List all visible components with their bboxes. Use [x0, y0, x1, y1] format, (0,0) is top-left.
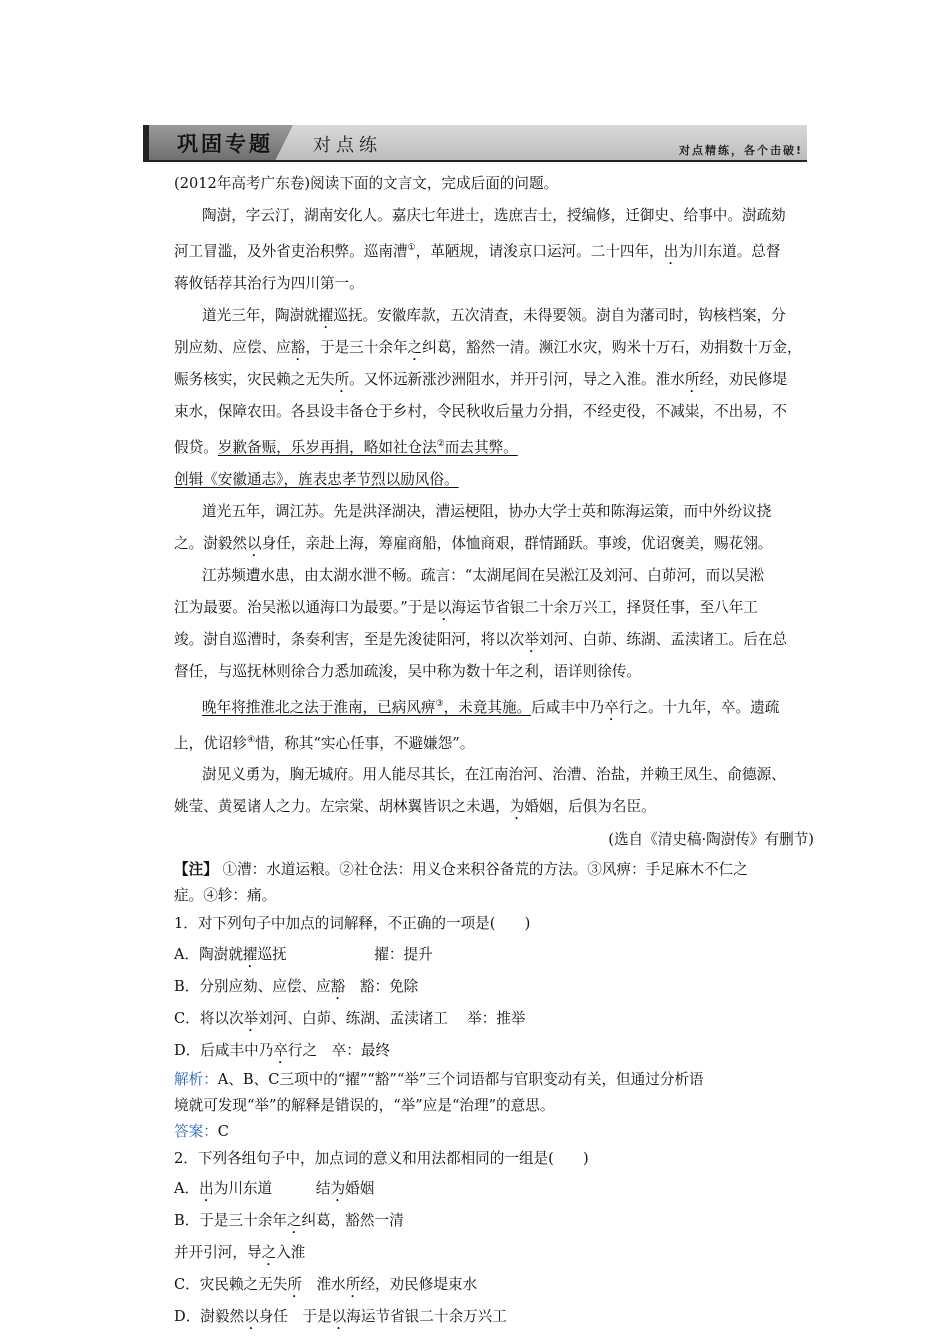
text-run: 道光三年，陶澍就	[202, 306, 319, 324]
text-run: C．将以次	[174, 1010, 244, 1028]
source-citation: (选自《清史稿·陶澍传》有删节)	[608, 831, 814, 849]
section-subtitle: 对点练	[313, 135, 382, 156]
emphasis-dot-word: 出	[663, 242, 679, 260]
option-b	[174, 1205, 814, 1237]
section-slogan: 对点精练，各个击破!	[678, 144, 803, 157]
text-run: 惜，称其“实心任事，不避嫌怨”。	[255, 734, 475, 752]
text-run: 晚年将推淮北之法于淮南，已病风痹	[202, 698, 436, 716]
text-run: 婚姻，后俱为名臣。	[524, 798, 656, 816]
emphasis-dot-word: 所	[684, 370, 700, 388]
emphasis-dot-word: 豁	[290, 338, 306, 356]
text-run: A．	[174, 1180, 200, 1198]
emphasis-dot-word: 出	[199, 1180, 214, 1198]
text-run: D．后咸丰中乃	[174, 1042, 274, 1060]
text-run: 并开引河，导	[174, 1244, 262, 1262]
text-run: 别应劾、应偿、应	[174, 338, 291, 356]
passage-line	[174, 688, 814, 724]
option-d	[174, 1301, 814, 1333]
text-run: 之。澍毅然	[174, 534, 247, 552]
text-run: 假贷。	[174, 438, 218, 456]
text-run: 江为最要。治吴淞以通海口为最要。”于是	[174, 598, 437, 616]
text-run: 。又怀远新涨沙洲阻水，并开引河，导之入淮。淮水	[349, 370, 685, 388]
text-run: 而去其弊。	[444, 438, 518, 456]
analysis-text: A、B、C三项中的“擢”“豁”“举”三个词语都与官职变动有关，但通过分析语	[217, 1071, 704, 1089]
text-run: A．陶澍就	[174, 946, 243, 964]
footnote-marker: ①	[407, 243, 416, 253]
option-a	[174, 1173, 814, 1205]
text-run: 婚姻	[345, 1180, 375, 1198]
emphasis-dot-word: 之	[407, 338, 423, 356]
option-c	[174, 1269, 814, 1301]
section-header-underline	[143, 160, 807, 162]
notes-line: 症。④轸：痛。	[174, 887, 277, 905]
emphasis-dot-word: 擢	[318, 306, 334, 324]
text-run: B．分别应劾、应偿、应	[174, 978, 331, 996]
answer-line	[174, 1119, 814, 1145]
text-run: 巡抚 擢：提升	[257, 946, 433, 964]
option-b	[174, 971, 814, 1003]
text-run: B．于是三十余年	[174, 1212, 287, 1230]
analysis-line	[174, 1067, 814, 1093]
text-run: 海运节省银二十余万兴工	[346, 1308, 507, 1326]
emphasis-dot-word: 以	[436, 598, 452, 616]
text-run: 行之 卒：最终	[287, 1042, 391, 1060]
text-run: 身任 于是	[258, 1308, 332, 1326]
passage-line	[174, 332, 814, 364]
emphasis-dot-word: 之	[261, 1244, 277, 1262]
emphasis-dot-word: 卒	[273, 1042, 288, 1060]
document-body	[174, 168, 814, 1333]
notes-line	[174, 857, 814, 883]
option-b-continued	[174, 1237, 814, 1269]
answer-value: C	[217, 1123, 229, 1141]
text-run: 为川东道。总督	[678, 242, 781, 260]
passage-line	[174, 592, 814, 624]
answer-label: 答案：	[174, 1123, 218, 1141]
footnote-marker: ②	[436, 438, 445, 449]
emphasis-dot-word: 之	[286, 1212, 302, 1230]
text-run: 岁歉备赈，乐岁再捐，略如社仓法	[217, 438, 437, 456]
emphasis-dot-word: 为	[330, 1180, 346, 1198]
underlined-sentence	[202, 699, 531, 716]
emphasis-dot-word: 所	[345, 1276, 361, 1294]
text-run: 刘河、白茆、练湖、孟渎诸工。后在总	[538, 630, 787, 648]
passage-line: 澍见义勇为，胸无城府。用人能尽其长，在江南治河、治漕、治盐，并赖王凤生、俞德源、	[202, 766, 786, 784]
analysis-label: 解析：	[174, 1071, 218, 1089]
footnote-marker: ④	[246, 734, 256, 745]
text-run: D．澍毅然	[174, 1308, 245, 1326]
text-run: 河工冒滥，及外省吏治积弊。巡南漕	[174, 242, 408, 260]
passage-line: 蒋攸铦荐其治行为四川第一。	[174, 274, 364, 292]
text-run: 巡抚。安徽库款，五次清查，未得要领。澍自为藩司时，钩核档案，分	[333, 306, 786, 324]
emphasis-dot-word: 卒	[604, 698, 619, 716]
passage-line: 督任，与巡抚林则徐合力悉加疏浚，吴中称为数十年之利，语详则徐传。	[174, 662, 642, 680]
question-stem: 2．下列各组句子中，加点词的意义和用法都相同的一组是( )	[174, 1150, 589, 1168]
text-run: 竣。澍自巡漕时，条奏利害，至是先浚徒阳河，将以次	[174, 630, 525, 648]
underlined-sentence: 创辑《安徽通志》，旌表忠孝节烈以励风俗。	[174, 470, 459, 488]
text-run: 身任，亲赴上海，筹雇商船，体恤商艰，群情踊跃。事竣，优诏褒美，赐花翎。	[261, 534, 773, 552]
passage-line	[174, 624, 814, 656]
passage-line	[174, 528, 814, 560]
emphasis-dot-word: 以	[331, 1308, 347, 1326]
emphasis-dot-word: 举	[524, 630, 539, 648]
passage-line	[174, 364, 814, 396]
text-run: 豁：免除	[345, 978, 419, 996]
question-stem: 1．对下列句子中加点的词解释，不正确的一项是( )	[174, 915, 531, 933]
emphasis-dot-word: 所	[287, 1276, 302, 1294]
emphasis-dot-word: 为	[509, 798, 525, 816]
emphasis-dot-word: 豁	[330, 978, 346, 996]
text-run: 经，劝民修堤束水	[360, 1276, 478, 1294]
passage-line	[174, 232, 814, 268]
text-run: ，未竟其施。	[443, 698, 532, 716]
notes-label: 【注】	[174, 861, 218, 879]
text-run: 上，优诏轸	[174, 734, 247, 752]
passage-line	[174, 464, 814, 496]
section-header-edge	[143, 125, 149, 161]
option-a	[174, 939, 814, 971]
emphasis-dot-word: 所	[334, 370, 350, 388]
text-run: ，革陋规，请浚京口运河。二十四年，	[415, 242, 664, 260]
footnote-marker: ③	[435, 698, 444, 709]
emphasis-dot-word: 举	[243, 1010, 259, 1028]
text-run: 经，劝民修堤	[699, 370, 788, 388]
intro-line: (2012年高考广东卷)阅读下面的文言文，完成后面的问题。	[174, 175, 559, 192]
underlined-sentence	[218, 439, 518, 456]
emphasis-dot-word: 擢	[242, 946, 258, 964]
text-run: 行之。十九年，卒。遗疏	[618, 698, 780, 716]
analysis-line: 境就可发现“举”的解释是错误的，“举”应是“治理”的意思。	[174, 1097, 555, 1115]
passage-line: 江苏频遭水患，由太湖水泄不畅。疏言：“太湖尾闾在吴淞江及刘河、白茆河，而以吴淞	[202, 566, 765, 584]
text-run: 入淮	[276, 1244, 306, 1262]
emphasis-dot-word: 以	[246, 534, 262, 552]
passage-line	[174, 300, 814, 332]
text-run: C．灾民赖之无失	[174, 1276, 288, 1294]
text-run: 纠葛，豁然一清	[301, 1212, 404, 1230]
notes-text: ①漕：水道运粮。②社仓法：用义仓来积谷备荒的方法。③风痹：手足麻木不仁之	[222, 861, 748, 879]
section-title: 巩固专题	[177, 132, 273, 156]
text-run: 刘河、白茆、练湖、孟渎诸工 举：推举	[258, 1010, 526, 1028]
text-run: 海运节省银二十余万兴工，择贤任事，至八年工	[451, 598, 758, 616]
text-run: 淮水	[301, 1276, 346, 1294]
text-run: ，于是三十余年	[305, 338, 408, 356]
option-c	[174, 1003, 814, 1035]
passage-line	[174, 428, 814, 464]
passage-line: 陶澍，字云汀，湖南安化人。嘉庆七年进士，选庶吉士，授编修，迁御史、给事中。澍疏劾	[202, 207, 786, 224]
text-run: 赈务核实，灾民赖之无失	[174, 370, 335, 388]
passage-line: 道光五年，调江苏。先是洪泽湖决，漕运梗阻，协办大学士英和陈海运策，而中外纷议挠	[202, 502, 772, 520]
text-run: 纠葛，豁然一清。濒江水灾，购米十万石，劝捐数十万金，	[422, 338, 802, 356]
passage-line	[174, 791, 814, 823]
passage-line: 束水，保障农田。各县设丰备仓于乡村，令民秋收后量力分捐，不经吏役，不减粜，不出易，不	[174, 402, 787, 420]
text-run: 为川东道 结	[213, 1180, 331, 1198]
option-d	[174, 1035, 814, 1067]
text-run: 后咸丰中乃	[531, 698, 605, 716]
passage-line	[174, 724, 814, 760]
emphasis-dot-word: 以	[244, 1308, 259, 1326]
text-run: 姚莹、黄冕诸人之力。左宗棠、胡林翼皆识之未遇，	[174, 798, 510, 816]
